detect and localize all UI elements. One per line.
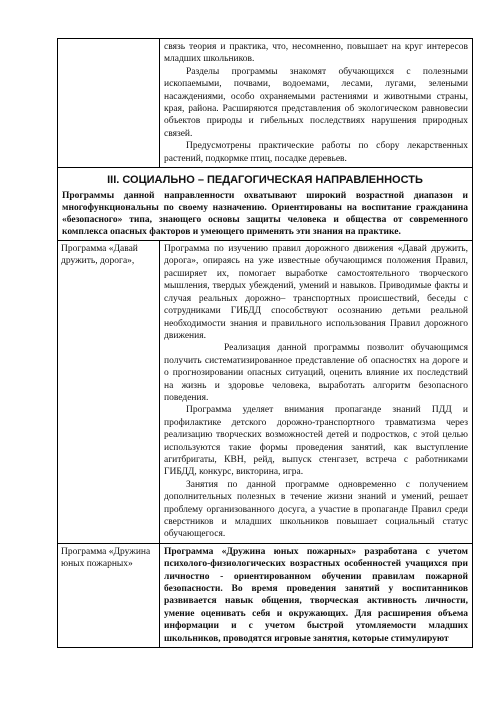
paragraph: Предусмотрены практические работы по сбору лекарственных растений, подкормке птиц, посадке деревьев. — [164, 141, 468, 164]
program-description-cell — [160, 544, 472, 647]
paragraph: Реализация данной программы позволит обучающимся получить систематизированное представление об опасностях на дороге и о прогнозировании опасных ситуаций, оценить влияние их последствий на жизнь и здоровье человека, выработать алгоритм безопасного поведения. — [164, 343, 468, 403]
table-row — [58, 39, 472, 168]
section-heading: III. СОЦИАЛЬНО – ПЕДАГОГИЧЕСКАЯ НАПРАВЛЕННОСТЬ — [107, 174, 423, 187]
program-description-cell — [160, 39, 472, 167]
paragraph: Программа «Дружина юных пожарных» разработана с учетом психолого-физиологических возрастных особенностей учащихся при личностно - ориентированном обучении правилам пожарной безопасности. Во время проведения занятий у воспитанников развивается навык общения, творческая активность личности, умение оценивать себя и окружающих. Для расширения объема информации и с учетом быстрой утомляемости младших школьников, проводятся игровые занятия, которые стимулируют — [164, 546, 468, 644]
paragraph: Программа уделяет внимания пропаганде знаний ПДД и профилактике детского дорожно-транспортного травматизма через реализацию творческих возможностей детей и подростков, с этой целью используются такие формы проведения занятий, как выступление агитбригаты, КВН, рейд, выпуск стенгазет, встреча с работниками ГИБДД, конкурс, викторина, игра. — [164, 405, 468, 478]
program-name-cell — [58, 39, 160, 167]
paragraph: Занятия по данной программе одновременно с получением дополнительных полезных в течение жизни знаний и умений, решает проблему организованного досуга, а участие в пропаганде Правил среди сверстников и младших школьников повышает социальный статус обучающегося. — [164, 479, 468, 540]
section-cell — [58, 168, 472, 240]
program-name-cell: Программа «Давай дружить, дорога», — [58, 241, 160, 543]
section-row — [58, 168, 472, 241]
paragraph: Разделы программы знакомят обучающихся с полезными ископаемыми, почвами, водоемами, лесами, лугами, зелеными насаждениями, особо охраняемыми растениями и животными страны, края, района. Расширяются представления об экологическом равновесии объектов природы и гибельных последствиях нарушения природных связей. — [164, 66, 468, 139]
section-intro: Программы данной направленности охватывают широкий возрастной диапазон и многофункциональны по своему назначению. Ориентированы на воспитание гражданина «безопасного» типа, знающего основы защиты человека и общества от современного комплекса опасных факторов и умеющего применять эти знания на практике. — [62, 191, 468, 238]
paragraph: связь теория и практика, что, несомненно, повышает на круг интересов младших школьников. — [164, 42, 468, 65]
table-row — [58, 544, 472, 647]
program-description-cell — [160, 241, 472, 543]
program-name-cell: Программа «Дружина юных пожарных» — [58, 544, 160, 647]
program-table — [57, 38, 473, 648]
table-row — [58, 241, 472, 544]
paragraph: Программа по изучению правил дорожного движения «Давай дружить, дорога», опираясь на уже известные обучающимся положения Правил, расширяет их, помогает выработке самостоятельного творческого мышления, твердых убеждений, умений и навыков. Приводимые факты и случая реальных дорожно– транспортных происшествий, беседы с сотрудниками ГИБДД способствуют осознанию детьми реальной необходимости знания и правильного использования Правил дорожного движения. — [164, 244, 468, 341]
